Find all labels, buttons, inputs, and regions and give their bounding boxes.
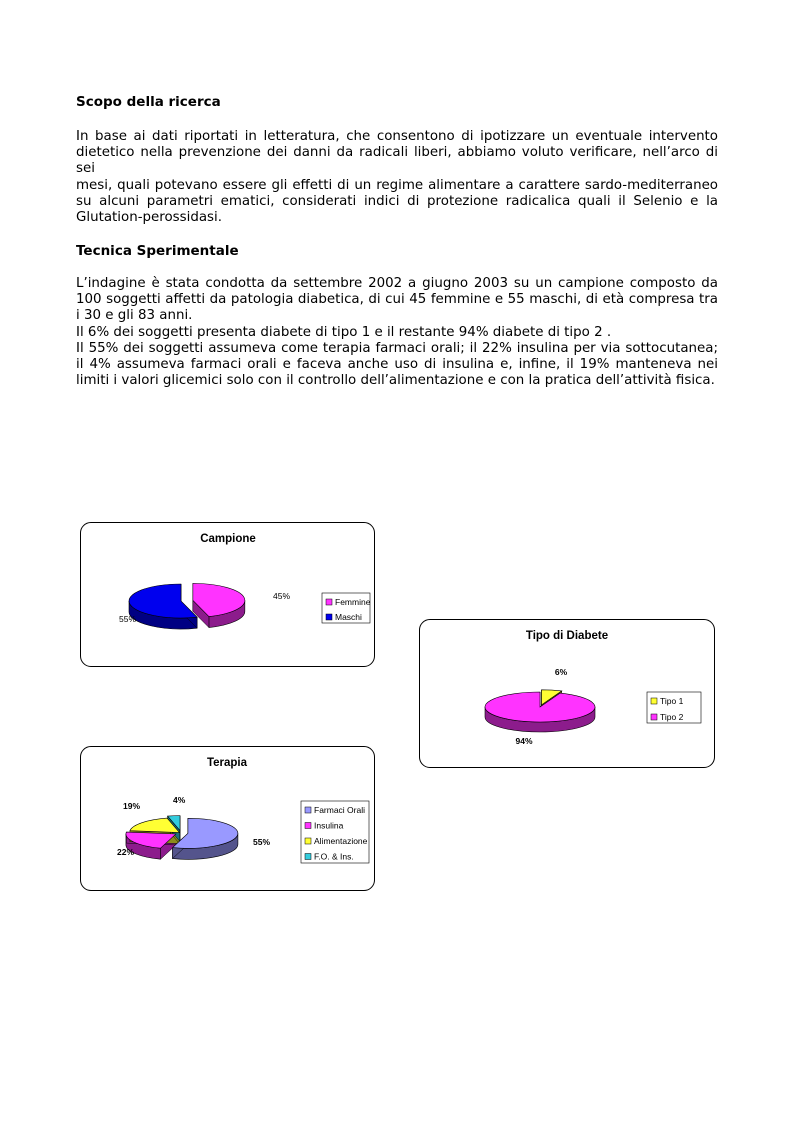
text-line: Il 6% dei soggetti presenta diabete di tipo 1 e il restante 94% diabete di tipo 2 .	[76, 324, 612, 340]
data-label: 94%	[515, 736, 533, 746]
legend-entry: Farmaci Orali	[314, 805, 366, 815]
legend-swatch	[326, 614, 332, 620]
text-line: L’indagine è stata condotta da settembre 2002 a giugno 2003 su un campione composto da	[76, 276, 718, 291]
text-line: mesi, quali potevano essere gli effetti di un regime alimentare a carattere sardo-mediterraneo	[76, 177, 718, 193]
text-line: In base ai dati riportati in letteratura, che consentono di ipotizzare un eventuale intervento	[76, 129, 718, 144]
text-line: limiti i valori glicemici solo con il controllo dell’alimentazione e con la pratica dell’attività fisica.	[76, 373, 715, 389]
text-line: su alcuni parametri ematici, considerati indici di protezione radicalica quali il Selenio e la	[76, 193, 718, 209]
chart-title: Campione	[200, 533, 256, 545]
chart-title: Terapia	[206, 757, 248, 769]
text-line: Il 55% dei soggetti assumeva come terapia farmaci orali; il 22% insulina per via sottocutanea;	[76, 340, 718, 356]
pie-slice-tipo-2	[485, 692, 595, 722]
legend-swatch	[651, 714, 657, 720]
section-title-scopo: Scopo della ricerca	[76, 94, 221, 110]
data-label: 55%	[118, 614, 136, 624]
legend-swatch	[326, 599, 332, 605]
data-label: 22%	[117, 847, 135, 857]
legend-entry: Femmine	[335, 597, 371, 607]
chart-tipo-diabete	[419, 619, 715, 768]
text-line: 100 soggetti affetti da patologia diabetica, di cui 45 femmine e 55 maschi, di età compresa tra	[76, 292, 718, 308]
text-line: Glutation-perossidasi.	[76, 210, 222, 226]
paragraph-scopo	[76, 129, 718, 226]
chart-terapia	[80, 746, 375, 891]
chart-terapia-svg	[81, 747, 374, 890]
chart-title: Tipo di Diabete	[525, 630, 609, 642]
data-label: 4%	[173, 795, 186, 805]
legend-entry: Insulina	[314, 820, 344, 831]
paragraph-tecnica	[76, 276, 718, 389]
chart-campione-svg	[81, 523, 374, 666]
legend-entry: Tipo 2	[660, 712, 684, 722]
data-label: 6%	[554, 667, 568, 677]
legend-swatch	[305, 854, 311, 860]
legend-entry: Maschi	[335, 612, 362, 622]
legend-swatch	[305, 823, 311, 829]
chart-campione	[80, 522, 375, 667]
text-line: i 30 e gli 83 anni.	[76, 308, 193, 324]
legend-swatch	[305, 807, 311, 813]
legend-swatch	[305, 838, 311, 844]
legend-entry: F.O. & Ins.	[314, 851, 354, 862]
data-label: 45%	[273, 591, 291, 601]
text-line: dietetico nella prevenzione dei danni da radicali liberi, abbiamo voluto verificare, nell’arco di sei	[76, 145, 718, 177]
section-title-tecnica: Tecnica Sperimentale	[76, 243, 239, 259]
legend-swatch	[651, 698, 657, 704]
chart-tipo-diabete-svg	[420, 620, 714, 767]
legend-entry: Alimentazione	[314, 836, 368, 846]
legend-entry: Tipo 1	[660, 696, 684, 706]
data-label: 55%	[253, 837, 271, 847]
text-line: il 4% assumeva farmaci orali e faceva anche uso di insulina e, infine, il 19% manteneva nei	[76, 357, 718, 373]
data-label: 19%	[123, 801, 141, 811]
